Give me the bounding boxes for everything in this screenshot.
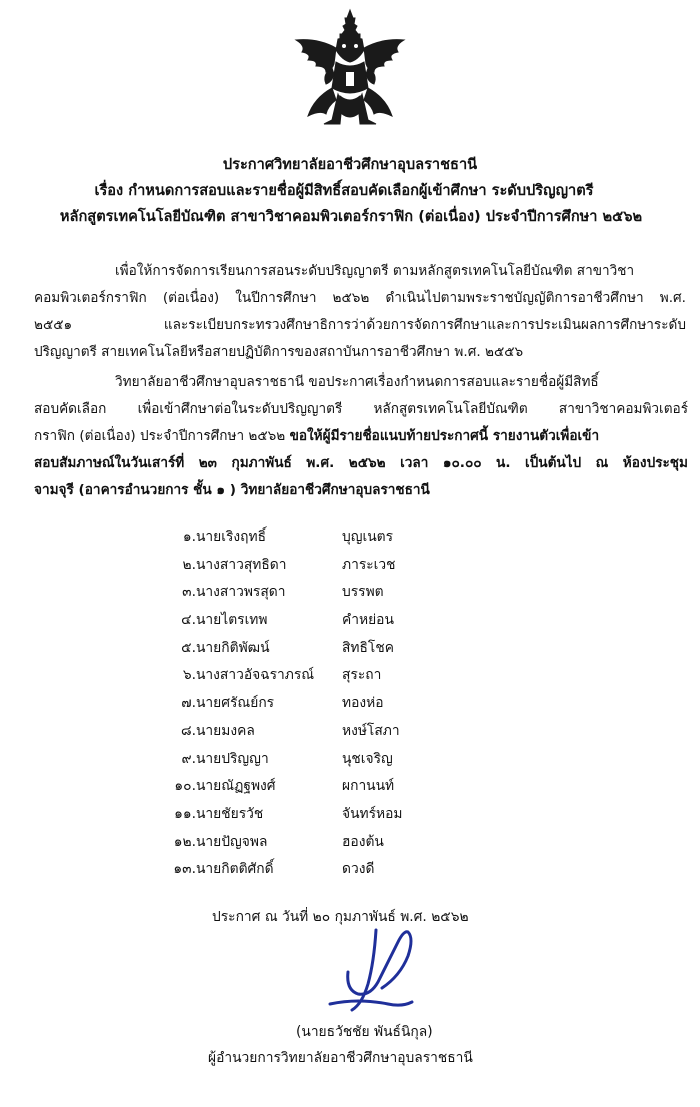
candidate-number: ๓.	[182, 584, 196, 601]
candidate-list	[158, 524, 518, 884]
candidate-number: ๑๒.	[173, 833, 196, 850]
candidate-number: ๑๑.	[174, 805, 196, 822]
list-item	[158, 856, 518, 884]
candidate-number: ๗.	[181, 695, 196, 712]
notice-paragraph-body	[34, 396, 688, 504]
candidate-last-name: ทองห่อ	[342, 695, 384, 712]
list-item	[158, 801, 518, 829]
list-item	[158, 607, 518, 635]
candidate-last-name: คำหย่อน	[342, 612, 394, 629]
list-item	[158, 635, 518, 663]
list-item	[158, 829, 518, 857]
signer-name: (นายธวัชชัย พันธ์นิกุล)	[296, 1024, 433, 1040]
announcement-program: หลักสูตรเทคโนโลยีบัณฑิต สาขาวิชาคอมพิวเตอร์กราฟิก (ต่อเนื่อง) ประจำปีการศึกษา ๒๕๖๒	[59, 208, 643, 225]
intro-line-3: ๒๕๕๑ และระเบียบกระทรวงศึกษาธิการว่าด้วยการจัดการศึกษาและการประเมินผลการศึกษาระดับ	[34, 317, 686, 333]
notice-line-5: จามจุรี (อาคารอำนวยการ ชั้น ๑ ) วิทยาลัยอาชีวศึกษาอุบลราชธานี	[34, 482, 430, 498]
intro-paragraph-body	[34, 285, 686, 366]
list-item	[158, 662, 518, 690]
announcement-date: ประกาศ ณ วันที่ ๒๐ กุมภาพันธ์ พ.ศ. ๒๕๖๒	[212, 909, 469, 925]
candidate-last-name: สุระถา	[342, 667, 382, 684]
intro-line-4: ปริญญาตรี สายเทคโนโลยีหรือสายปฏิบัติการของสถาบันการอาชีวศึกษา พ.ศ. ๒๕๕๖	[34, 344, 524, 360]
candidate-last-name: นุชเจริญ	[342, 750, 393, 767]
candidate-number: ๑๓.	[173, 861, 196, 878]
candidate-last-name: ผกานนท์	[342, 778, 395, 795]
candidate-first-name: นายมงคล	[196, 722, 255, 739]
handwritten-signature-icon	[318, 912, 428, 1022]
notice-paragraph	[115, 369, 599, 396]
candidate-number: ๑.	[182, 529, 196, 545]
notice-line-3-bold: ขอให้ผู้มีรายชื่อแนบท้ายประกาศนี้ รายงานตัวเพื่อเข้า	[289, 428, 600, 444]
candidate-first-name: นายศรัณย์กร	[196, 695, 275, 712]
signer-title: ผู้อำนวยการวิทยาลัยอาชีวศึกษาอุบลราชธานี	[208, 1050, 473, 1066]
candidate-number: ๑๐.	[174, 778, 196, 795]
candidate-last-name: ฮองต้น	[342, 833, 384, 850]
intro-line-1: เพื่อให้การจัดการเรียนการสอนระดับปริญญาตรี ตามหลักสูตรเทคโนโลยีบัณฑิต สาขาวิชา	[115, 263, 635, 279]
list-item	[158, 773, 518, 801]
list-item	[158, 579, 518, 607]
candidate-last-name: หงษ์โสภา	[342, 722, 400, 739]
candidate-first-name: นายชัยรวัช	[196, 805, 264, 822]
notice-line-3	[34, 423, 688, 450]
candidate-first-name: นายเริงฤทธิ์	[196, 529, 266, 545]
notice-line-2: สอบคัดเลือก เพื่อเข้าศึกษาต่อในระดับปริญญาตรี หลักสูตรเทคโนโลยีบัณฑิต สาขาวิชาคอมพิวเตอร์	[34, 401, 688, 417]
candidate-first-name: นางสาวพรสุดา	[196, 584, 286, 601]
candidate-first-name: นายปริญญา	[196, 750, 269, 767]
garuda-emblem-icon	[288, 8, 412, 136]
announcement-subject: เรื่อง กำหนดการสอบและรายชื่อผู้มีสิทธิ์สอบคัดเลือกผู้เข้าศึกษา ระดับปริญญาตรี	[94, 182, 594, 199]
notice-line-4: สอบสัมภาษณ์ในวันเสาร์ที่ ๒๓ กุมภาพันธ์ พ.ศ. ๒๕๖๒ เวลา ๑๐.๐๐ น. เป็นต้นไป ณ ห้องประชุม	[34, 455, 688, 471]
candidate-first-name: นางสาวสุทธิดา	[196, 556, 287, 573]
candidate-last-name: จันทร์หอม	[342, 805, 403, 822]
candidate-number: ๒.	[182, 556, 196, 573]
candidate-number: ๙.	[181, 750, 196, 767]
announcement-title: ประกาศวิทยาลัยอาชีวศึกษาอุบลราชธานี	[222, 156, 478, 173]
list-item	[158, 746, 518, 774]
candidate-last-name: สิทธิโชค	[342, 639, 394, 656]
candidate-first-name: นายปัญจพล	[196, 833, 268, 850]
candidate-number: ๖.	[182, 667, 196, 684]
candidate-last-name: ภาระเวช	[342, 556, 396, 573]
candidate-number: ๔.	[181, 612, 196, 629]
candidate-first-name: นายกิตติศักดิ์	[196, 861, 274, 878]
candidate-last-name: บุญเนตร	[342, 529, 394, 545]
candidate-last-name: บรรพต	[342, 584, 384, 601]
candidate-number: ๘.	[180, 722, 196, 739]
candidate-last-name: ดวงดี	[342, 861, 375, 878]
list-item	[158, 718, 518, 746]
candidate-first-name: นายไตรเทพ	[196, 612, 268, 629]
list-item	[158, 524, 518, 552]
candidate-first-name: นางสาวอัจฉราภรณ์	[196, 667, 315, 684]
list-item	[158, 690, 518, 718]
list-item	[158, 552, 518, 580]
notice-line-1: วิทยาลัยอาชีวศึกษาอุบลราชธานี ขอประกาศเรื่องกำหนดการสอบและรายชื่อผู้มีสิทธิ์	[115, 374, 599, 390]
intro-line-2: คอมพิวเตอร์กราฟิก (ต่อเนื่อง) ในปีการศึกษา ๒๕๖๒ ดำเนินไปตามพระราชบัญญัติการอาชีวศึกษา พ.ศ.	[34, 290, 686, 306]
candidate-first-name: นายณัฏฐพงศ์	[196, 778, 276, 795]
intro-paragraph	[115, 258, 634, 285]
notice-line-3-plain: กราฟิก (ต่อเนื่อง) ประจำปีการศึกษา ๒๕๖๒	[34, 428, 290, 444]
candidate-number: ๕.	[181, 639, 196, 656]
candidate-first-name: นายกิติพัฒน์	[196, 639, 270, 656]
